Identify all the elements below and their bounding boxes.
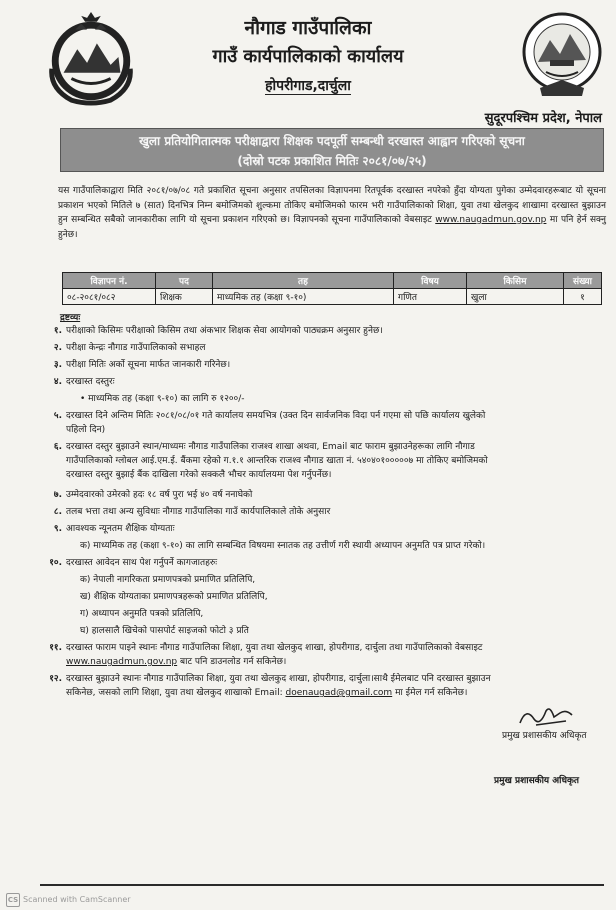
notice-page: नौगाड गाउँपालिका गाउँ कार्यपालिकाको कार्यालय होपरीगाड,दार्चुला सुदूरपश्चिम प्रदेश, नेपाल खुला प्रतियोगितात्मक परीक्षाद्वारा शिक्षक पदपूर्ती सम्बन्धी दरखास्त आह्वान गरिएको सूचना (दोस्रो पटक प्रकाशित मितिः २०८१/०७/२५) यस गाउँपालिकाद्वारा मिति २०८१/०७/०८ गते प्रकाशित सूचना अनुसार तपसिलका विज्ञापनमा रितपूर्वक दरखास्त नपरेको हुँदा योग्यता पुगेका उम्मेदवारहरूबाट यो सूचना प्रकाशन भएको मितिले ७ (सात) दिनभित्र निम्न बमोजिमको शुल्कमा तोकिए बमोजिमको फारम भरी गाउँपालिकाको शिक्षा, युवा तथा खेलकुद शाखामा दरखास्त बुझाउन हुन सम्बन्धित सबैको जानकारीका लागि यो सूचना प्रकाशन गरिएको छ। विज्ञापनको सूचना गाउँपालिकाको वेबसाइट www.naugadmun.gov.np मा पनि हेर्न सक्नु हुनेछ। विज्ञापन नं. पद तह विषय किसिम संख्या ०८-२०८१/०८२ शिक्षक माध्यमिक तह (कक्षा ९-१०) गणित खुला १ द्रष्टव्यः १. परीक्षाको किसिमः परीक्षाको किसिम तथा अंकभार शिक्षक सेवा आयोगको पाठ्यक्रम अनुसार हुनेछ। २. परीक्षा केन्द्रः नौगाड गाउँपालिकाको सभाहल ३. परीक्षा मितिः अर्को सूचना मार्फत जानकारी गरिनेछ। ४. दरखास्त दस्तुरः • माध्यमिक तह (कक्षा ९-१०) का लागि रु १२००/- ५. दरखास्त दिने अन्तिम मितिः २०८१/०८/०१ गते कार्यालय समयभित्र (उक्त दिन सार्वजनिक विदा पर्न गएमा सो पछि कार्यालय खुलेको पहिलो दिन) ६. दरखास्त दस्तुर बुझाउने स्थान/माध्यमः नौगाड गाउँपालिका राजश्व शाखा अथवा, Email बाट फाराम बुझाउनेहरूका लागि नौगाड गाउँपालिकाको ग्लोबल आई.एम.ई. बैंकमा रहेको ग.१.१ आन्तरिक राजश्व नौगाड खाता नं. ५४०४०१०००००७ मा तोकिए बमोजिमको दरखास्त दस्तुर बुझाई बैंक दाखिला गरेको सक्कलै भौचर कार्यालयमा पेश गर्नुपर्नेछ। ७. उम्मेदवारको उमेरको हदः १८ वर्ष पुरा भई ४० वर्ष ननाघेको ८. तलब भत्ता तथा अन्य सुविधाः नौगाड गाउँपालिका गाउँ कार्यपालिकाले तोके अनुसार ९. आवश्यक न्यूनतम शैक्षिक योग्यताः क) माध्यमिक तह (कक्षा ९-१०) का लागि सम्बन्धित विषयमा स्नातक तह उत्तीर्ण गरी स्थायी अध्यापन अनुमति पत्र प्राप्त गरेको। १०. दरखास्त आवेदन साथ पेश गर्नुपर्ने कागजातहरुः क) नेपाली नागरिकता प्रमाणपत्रको प्रमाणित प्रतिलिपि, ख) शैक्षिक योग्यताका प्रमाणपत्रहरूको प्रमाणित प्रतिलिपि, ग) अध्यापन अनुमति पत्रको प्रतिलिपि, घ) हालसालै खिचेको पासपोर्ट साइजको फोटो ३ प्रति ११. दरखास्त फाराम पाइने स्थानः नौगाड गाउँपालिका शिक्षा, युवा तथा खेलकुद शाखा, होपरीगाड, दार्चुला तथा गाउँपालिकाको वेबसाइट www.naugadmun.gov.np बाट पनि डाउनलोड गर्न सकिनेछ। १२. दरखास्त बुझाउने स्थानः नौगाड गाउँपालिका शिक्षा, युवा तथा खेलकुद शाखा, होपरीगाड, दार्चुला।साथै ईमेलबाट पनि दरखास्त बुझाउन सकिनेछ, जसको लागि शिक्षा, युवा तथा खेलकुद शाखाको Email: doenaugad@gmail.com मा ईमेल गर्न सकिनेछ। प्रमुख प्रशासकीय अधिकृत प्रमुख प्रशासकीय अधिकृत CS Scanned with CamScanner: [0, 0, 616, 910]
signatory-title: प्रमुख प्रशासकीय अधिकृत: [502, 731, 587, 741]
document-item: घ) हालसालै खिचेको पासपोर्ट साइजको फोटो ३ प्रति: [80, 626, 249, 636]
note-item: ५. दरखास्त दिने अन्तिम मितिः २०८१/०८/०१ गते कार्यालय समयभित्र (उक्त दिन सार्वजनिक विदा पर्न गएमा सो पछि कार्यालय खुलेको पहिलो दिन): [53, 411, 486, 435]
document-item: ग) अध्यापन अनुमति पत्रको प्रतिलिपि,: [80, 609, 204, 619]
fee-bullet: • माध्यमिक तह (कक्षा ९-१०) का लागि रु १२००/-: [80, 394, 245, 404]
note-item: ६. दरखास्त दस्तुर बुझाउने स्थान/माध्यमः नौगाड गाउँपालिका राजश्व शाखा अथवा, Email बाट फाराम बुझाउनेहरूका लागि नौगाड गाउँपालिकाको ग्लोबल आई.एम.ई. बैंकमा रहेको ग.१.१ आन्तरिक राजश्व नौगाड खाता नं. ५४०४०१०००००७ मा तोकिए बमोजिमको दरखास्त दस्तुर बुझाई बैंक दाखिला गरेको सक्कलै भौचर कार्यालयमा पेश गर्नुपर्नेछ।: [53, 442, 488, 480]
province-label: सुदूरपश्चिम प्रदेश, नेपाल: [484, 111, 602, 126]
table-cell: ०८-२०८१/०८२: [63, 289, 156, 305]
municipality-name: नौगाड गाउँपालिका: [244, 17, 372, 39]
table-header-row: [63, 273, 602, 289]
office-address: होपरीगाड,दार्चुला: [265, 78, 351, 94]
document-item: ख) शैक्षिक योग्यताका प्रमाणपत्रहरूको प्रमाणित प्रतिलिपि,: [80, 592, 268, 602]
signature-scribble-icon: [516, 703, 578, 729]
col-header: तह: [213, 273, 394, 289]
col-header: किसिम: [467, 273, 564, 289]
email-link[interactable]: doenaugad@gmail.com: [285, 688, 393, 698]
bottom-divider: [40, 884, 604, 886]
table-cell: गणित: [394, 289, 467, 305]
notes-heading: द्रष्टव्यः: [60, 313, 81, 323]
vacancy-table: [62, 272, 602, 305]
note-item: ११. दरखास्त फाराम पाइने स्थानः नौगाड गाउँपालिका शिक्षा, युवा तथा खेलकुद शाखा, होपरीगाड, दार्चुला तथा गाउँपालिकाको वेबसाइट www.naugadmun.gov.np बाट पनि डाउनलोड गर्न सकिनेछ।: [49, 643, 483, 667]
website-link[interactable]: www.naugadmun.gov.np: [435, 215, 547, 225]
notice-title-box: [60, 128, 604, 172]
table-cell: माध्यमिक तह (कक्षा ९-१०): [213, 289, 394, 305]
intro-paragraph: यस गाउँपालिकाद्वारा मिति २०८१/०७/०८ गते प्रकाशित सूचना अनुसार तपसिलका विज्ञापनमा रितपूर्वक दरखास्त नपरेको हुँदा योग्यता पुगेका उम्मेदवारहरूबाट यो सूचना प्रकाशन भएको मितिले ७ (सात) दिनभित्र निम्न बमोजिमको शुल्कमा तोकिए बमोजिमको फारम भरी गाउँपालिकाको शिक्षा, युवा तथा खेलकुद शाखामा दरखास्त बुझाउन हुन सम्बन्धित सबैको जानकारीका लागि यो सूचना प्रकाशन गरिएको छ। विज्ञापनको सूचना गाउँपालिकाको वेबसाइट www.naugadmun.gov.np मा पनि हेर्न सक्नु हुनेछ।: [58, 186, 606, 240]
municipality-logo-icon: [520, 10, 604, 100]
table-cell: शिक्षक: [156, 289, 213, 305]
col-header: विषय: [394, 273, 467, 289]
note-item: १२. दरखास्त बुझाउने स्थानः नौगाड गाउँपालिका शिक्षा, युवा तथा खेलकुद शाखा, होपरीगाड, दार्चुला।साथै ईमेलबाट पनि दरखास्त बुझाउन सकिनेछ, जसको लागि शिक्षा, युवा तथा खेलकुद शाखाको Email: doenaugad@gmail.com मा ईमेल गर्न सकिनेछ।: [49, 674, 491, 698]
nepal-emblem-icon: [42, 10, 140, 108]
camscanner-icon: CS: [6, 893, 20, 907]
scanner-watermark: CS Scanned with CamScanner: [6, 893, 131, 907]
col-header: संख्या: [564, 273, 602, 289]
office-name: गाउँ कार्यपालिकाको कार्यालय: [212, 46, 404, 67]
col-header: पद: [156, 273, 213, 289]
form-download-link[interactable]: www.naugadmun.gov.np: [66, 657, 178, 667]
col-header: विज्ञापन नं.: [63, 273, 156, 289]
qualification-item: क) माध्यमिक तह (कक्षा ९-१०) का लागि सम्बन्धित विषयमा स्नातक तह उत्तीर्ण गरी स्थायी अध्यापन अनुमति पत्र प्राप्त गरेको।: [80, 541, 486, 551]
table-cell: १: [564, 289, 602, 305]
table-cell: खुला: [467, 289, 564, 305]
document-item: क) नेपाली नागरिकता प्रमाणपत्रको प्रमाणित प्रतिलिपि,: [80, 575, 256, 585]
table-row: [63, 289, 602, 305]
signatory-title-stamp: प्रमुख प्रशासकीय अधिकृत: [494, 776, 580, 786]
notice-title: खुला प्रतियोगितात्मक परीक्षाद्वारा शिक्षक पदपूर्ती सम्बन्धी दरखास्त आह्वान गरिएको सूचना: [139, 134, 525, 148]
notice-publish-date: (दोस्रो पटक प्रकाशित मितिः २०८१/०७/२५): [237, 154, 427, 168]
